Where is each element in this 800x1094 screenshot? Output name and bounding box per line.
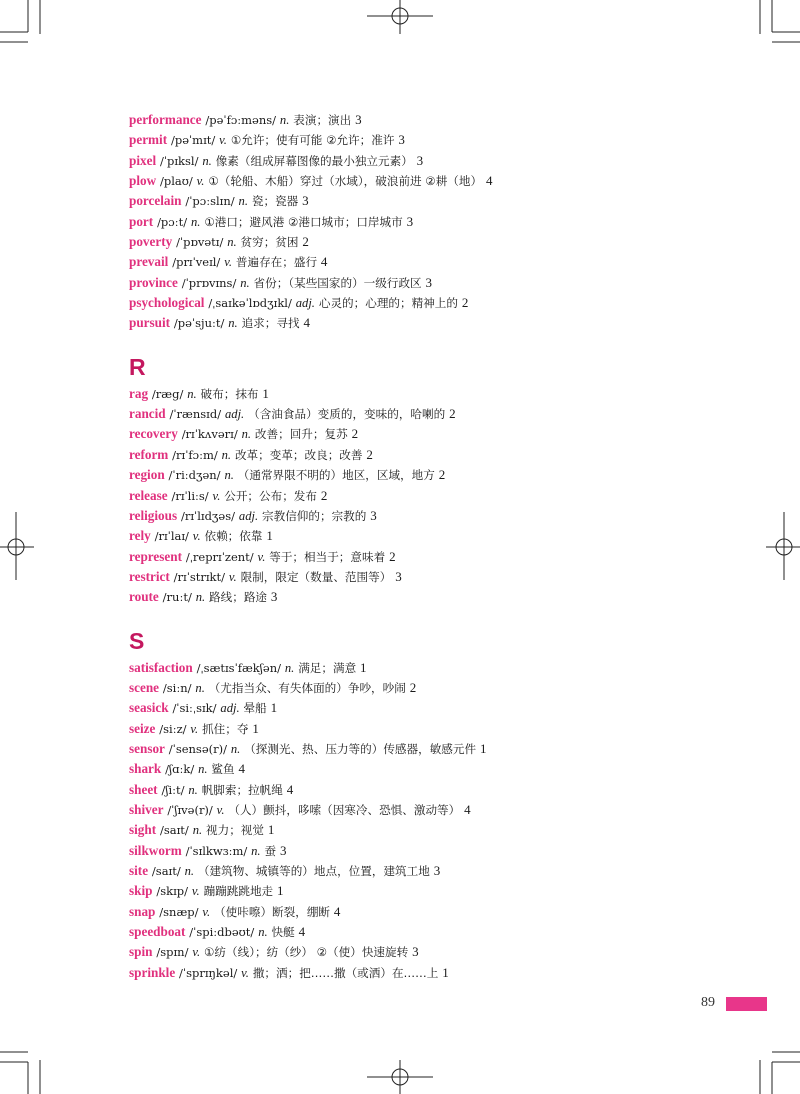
- unit-number: 2: [389, 548, 396, 564]
- phonetic: /ræg/: [151, 386, 184, 401]
- headword: porcelain: [129, 193, 182, 209]
- unit-number: 3: [406, 213, 414, 229]
- phonetic: /spɪn/: [156, 945, 189, 960]
- part-of-speech: v.: [202, 904, 211, 919]
- headword: port: [129, 213, 154, 229]
- phonetic: /ˈpɔːslɪn/: [185, 194, 235, 209]
- glossary-entry: [129, 963, 749, 983]
- glossary-entry: [129, 191, 749, 211]
- phonetic: /ˌreprɪˈzent/: [185, 549, 254, 564]
- phonetic: /ˈpɪksl/: [159, 153, 199, 168]
- headword: performance: [129, 112, 202, 127]
- glossary-entry: [129, 547, 749, 567]
- definition: 宗教信仰的；宗教的: [262, 508, 367, 523]
- glossary-entry: [129, 232, 749, 252]
- unit-number: 3: [355, 112, 362, 127]
- glossary-entry: [129, 800, 749, 820]
- part-of-speech: v.: [219, 133, 227, 148]
- unit-number: 1: [267, 822, 275, 838]
- glossary-entry: [129, 567, 749, 587]
- definition: 鲨鱼: [211, 762, 235, 777]
- definition: 像素（组成屏幕图像的最小独立元素）: [215, 153, 413, 168]
- definition: 心灵的；心理的；精神上的: [318, 296, 458, 311]
- phonetic: /pəˈsjuːt/: [173, 316, 225, 331]
- definition: 视力；视觉: [206, 823, 264, 838]
- phonetic: /rɪˈfɔːm/: [172, 447, 218, 462]
- definition: ①（轮船、木船）穿过（水域），破浪前进 ②耕（地）: [208, 174, 483, 189]
- part-of-speech: v.: [192, 945, 201, 960]
- unit-number: 2: [351, 426, 359, 442]
- definition: 依赖；依靠: [204, 529, 263, 544]
- headword: skip: [129, 883, 153, 899]
- part-of-speech: v.: [216, 802, 225, 817]
- glossary-entry: [129, 171, 749, 191]
- headword: plow: [129, 173, 157, 189]
- headword: psychological: [129, 295, 205, 311]
- headword: snap: [129, 903, 156, 919]
- part-of-speech: n.: [195, 590, 206, 605]
- part-of-speech: n.: [221, 447, 232, 462]
- phonetic: /rɪˈstrɪkt/: [173, 569, 226, 584]
- headword: shark: [129, 761, 162, 777]
- part-of-speech: v.: [257, 549, 266, 564]
- phonetic: /ˈsensə(r)/: [168, 741, 227, 756]
- part-of-speech: adj.: [224, 407, 245, 422]
- headword: poverty: [129, 234, 173, 250]
- glossary-entry: [129, 820, 749, 840]
- headword: permit: [129, 132, 168, 148]
- headword: province: [129, 274, 178, 290]
- phonetic: /plaʊ/: [160, 174, 193, 189]
- headword: route: [129, 589, 159, 605]
- part-of-speech: n.: [187, 386, 197, 401]
- definition: 改善；回升；复苏: [254, 427, 348, 442]
- definition: 蚕: [264, 843, 277, 858]
- part-of-speech: n.: [192, 823, 203, 838]
- glossary-entry: [129, 881, 749, 901]
- headword: silkworm: [129, 842, 182, 858]
- glossary-entry: [129, 526, 749, 546]
- part-of-speech: n.: [195, 680, 205, 695]
- headword: recovery: [129, 426, 178, 442]
- part-of-speech: n.: [191, 214, 201, 229]
- phonetic: /pəˈmɪt/: [170, 133, 216, 148]
- glossary-entry: [129, 678, 749, 698]
- part-of-speech: n.: [198, 762, 208, 777]
- unit-number: 3: [302, 193, 309, 209]
- glossary-entry: [129, 404, 749, 424]
- part-of-speech: adj.: [220, 701, 240, 716]
- unit-number: 4: [464, 801, 471, 817]
- phonetic: /saɪt/: [151, 864, 181, 878]
- phonetic: /ʃiːt/: [161, 782, 185, 797]
- definition: （通常界限不明的）地区，区域，地方: [237, 468, 435, 483]
- unit-number: 2: [438, 467, 446, 483]
- part-of-speech: v.: [196, 174, 205, 189]
- unit-number: 2: [320, 487, 328, 503]
- unit-number: 4: [298, 924, 306, 940]
- definition: （含油食品）变质的，变味的，哈喇的: [248, 407, 446, 422]
- phonetic: /rɪˈliːs/: [171, 488, 209, 503]
- headword: seasick: [129, 700, 169, 716]
- definition: 等于；相当于；意味着: [269, 549, 386, 564]
- phonetic: /ˈrænsɪd/: [169, 407, 222, 422]
- part-of-speech: n.: [188, 782, 198, 797]
- headword: rely: [129, 528, 151, 544]
- unit-number: 3: [370, 507, 377, 523]
- part-of-speech: v.: [228, 569, 237, 584]
- definition: ①允许；使有可能 ②允许；准许: [230, 133, 395, 148]
- glossary-entry: [129, 130, 749, 150]
- part-of-speech: n.: [240, 275, 250, 290]
- definition: ①纺（线）；纺（纱） ②（使）快速旋转: [204, 945, 409, 960]
- phonetic: /ˌsaɪkəˈlɒdʒɪkl/: [208, 296, 292, 311]
- headword: shiver: [129, 801, 164, 817]
- part-of-speech: n.: [284, 660, 295, 675]
- glossary-entry: [129, 506, 749, 526]
- phonetic: /ˈriːdʒən/: [168, 468, 221, 483]
- part-of-speech: v.: [190, 721, 199, 736]
- phonetic: /ˈspiːdbəʊt/: [189, 925, 255, 940]
- unit-number: 1: [277, 883, 284, 899]
- glossary-entry: [129, 841, 749, 861]
- part-of-speech: n.: [184, 864, 195, 878]
- glossary-entry: [129, 384, 749, 404]
- unit-number: 4: [333, 903, 341, 919]
- part-of-speech: v.: [212, 488, 221, 503]
- definition: 追求；寻找: [241, 316, 300, 331]
- unit-number: 3: [398, 132, 405, 148]
- unit-number: 1: [442, 964, 449, 980]
- definition: 改革；变革；改良；改善: [234, 447, 363, 462]
- headword: region: [129, 467, 165, 483]
- headword: speedboat: [129, 924, 186, 940]
- page-number: 89: [701, 995, 715, 1010]
- headword: pixel: [129, 152, 157, 168]
- unit-number: 2: [409, 679, 417, 695]
- headword: religious: [129, 507, 178, 523]
- unit-number: 2: [449, 406, 456, 422]
- part-of-speech: n.: [227, 235, 237, 250]
- unit-number: 3: [425, 274, 433, 290]
- unit-number: 3: [416, 152, 424, 168]
- phonetic: /ruːt/: [162, 590, 192, 605]
- unit-number: 4: [320, 254, 328, 270]
- unit-number: 4: [286, 781, 294, 797]
- unit-number: 1: [360, 659, 367, 675]
- unit-number: 4: [303, 315, 310, 331]
- definition: 撒；洒；把……撒（或洒）在……上: [252, 965, 439, 980]
- glossary-entry: [129, 698, 749, 718]
- unit-number: 3: [433, 863, 441, 878]
- phonetic: /pəˈfɔːməns/: [205, 113, 277, 127]
- definition: 省份；（某些国家的）一级行政区: [253, 275, 422, 290]
- headword: spin: [129, 944, 153, 960]
- phonetic: /ʃɑːk/: [165, 762, 195, 777]
- glossary-entry: [129, 293, 749, 313]
- headword: release: [129, 487, 168, 503]
- glossary-entry: [129, 151, 749, 171]
- part-of-speech: n.: [251, 843, 261, 858]
- glossary-entry: [129, 486, 749, 506]
- phonetic: /siːn/: [162, 680, 192, 695]
- unit-number: 3: [395, 568, 402, 584]
- part-of-speech: n.: [238, 194, 248, 209]
- phonetic: /ˌsætɪsˈfækʃən/: [196, 660, 281, 675]
- headword: restrict: [129, 568, 170, 584]
- page-accent-bar: [726, 997, 767, 1011]
- glossary-entry: [129, 212, 749, 232]
- headword: pursuit: [129, 315, 171, 331]
- definition: 蹦蹦跳跳地走: [203, 884, 274, 899]
- part-of-speech: v.: [191, 884, 200, 899]
- definition: 帆脚索；拉帆绳: [201, 782, 283, 797]
- unit-number: 3: [270, 589, 278, 605]
- glossary-entry: [129, 739, 749, 759]
- phonetic: /rɪˈlɪdʒəs/: [181, 508, 236, 523]
- unit-number: 1: [266, 528, 273, 544]
- part-of-speech: adj.: [238, 508, 259, 523]
- section-letter-heading: S: [129, 627, 145, 654]
- glossary-entry: [129, 942, 749, 962]
- phonetic: /rɪˈlaɪ/: [154, 529, 189, 544]
- definition: 晕船: [243, 701, 267, 716]
- definition: （探测光、热、压力等的）传感器，敏感元件: [244, 741, 477, 756]
- part-of-speech: n.: [230, 741, 241, 756]
- phonetic: /ˈʃɪvə(r)/: [167, 802, 213, 817]
- glossary-list: [129, 110, 749, 983]
- part-of-speech: n.: [224, 468, 234, 483]
- glossary-entry: [129, 780, 749, 800]
- glossary-entry: [129, 861, 749, 881]
- unit-number: 4: [238, 761, 245, 777]
- phonetic: /ˈsprɪŋkəl/: [179, 965, 238, 980]
- glossary-entry: [129, 902, 749, 922]
- headword: represent: [129, 548, 182, 564]
- definition: 瓷；瓷器: [251, 194, 299, 209]
- part-of-speech: n.: [241, 427, 252, 442]
- headword: sensor: [129, 740, 165, 756]
- headword: sprinkle: [129, 964, 176, 980]
- section-letter-heading: R: [129, 353, 146, 380]
- definition: 路线；路途: [209, 590, 268, 605]
- phonetic: /ˈsɪlkwɜːm/: [185, 843, 248, 858]
- definition: 满足；满意: [298, 660, 357, 675]
- unit-number: 2: [366, 446, 373, 462]
- definition: 贫穷；贫困: [240, 235, 299, 250]
- unit-number: 3: [279, 842, 287, 858]
- phonetic: /siːz/: [159, 721, 187, 736]
- glossary-entry: [129, 273, 749, 293]
- unit-number: 2: [302, 234, 309, 250]
- headword: rag: [129, 385, 149, 401]
- glossary-entry: [129, 313, 749, 333]
- part-of-speech: n.: [258, 925, 268, 940]
- unit-number: 3: [412, 944, 419, 960]
- definition: 快艇: [271, 925, 295, 940]
- glossary-entry: [129, 587, 749, 607]
- glossary-entry: [129, 110, 749, 130]
- unit-number: 1: [270, 700, 278, 716]
- definition: ①港口；避风港 ②港口城市；口岸城市: [204, 214, 403, 229]
- definition: 破布；抹布: [200, 386, 259, 401]
- headword: reform: [129, 446, 169, 462]
- unit-number: 2: [461, 295, 469, 311]
- phonetic: /prɪˈveɪl/: [172, 255, 221, 270]
- part-of-speech: v.: [224, 255, 232, 270]
- definition: （尤指当众、有失体面的）争吵，吵闹: [208, 680, 406, 695]
- definition: 普遍存在；盛行: [235, 255, 318, 270]
- glossary-entry: [129, 465, 749, 485]
- part-of-speech: adj.: [295, 296, 315, 311]
- definition: 公开；公布；发布: [224, 488, 317, 503]
- phonetic: /skɪp/: [156, 884, 189, 899]
- phonetic: /ˈsiːˌsɪk/: [172, 701, 217, 716]
- part-of-speech: n.: [202, 153, 212, 168]
- headword: satisfaction: [129, 659, 193, 675]
- headword: rancid: [129, 406, 166, 422]
- phonetic: /rɪˈkʌvərɪ/: [181, 427, 238, 442]
- headword: prevail: [129, 254, 169, 270]
- phonetic: /saɪt/: [160, 823, 189, 838]
- headword: sheet: [129, 781, 158, 797]
- definition: （使咔嚓）断裂，绷断: [214, 904, 331, 919]
- glossary-entry: [129, 658, 749, 678]
- part-of-speech: v.: [241, 965, 249, 980]
- part-of-speech: v.: [192, 529, 201, 544]
- unit-number: 1: [262, 385, 269, 401]
- glossary-entry: [129, 719, 749, 739]
- definition: （建筑物、城镇等的）地点，位置，建筑工地: [197, 864, 430, 878]
- phonetic: /ˈprɒvɪns/: [181, 275, 237, 290]
- headword: site: [129, 863, 149, 878]
- headword: sight: [129, 822, 157, 838]
- headword: scene: [129, 679, 160, 695]
- headword: seize: [129, 720, 156, 736]
- definition: 表演；演出: [293, 113, 352, 127]
- unit-number: 1: [252, 720, 259, 736]
- definition: 限制，限定（数量、范围等）: [240, 569, 392, 584]
- phonetic: /snæp/: [159, 904, 199, 919]
- definition: 抓住；夺: [202, 721, 249, 736]
- unit-number: 1: [479, 740, 487, 756]
- glossary-entry: [129, 922, 749, 942]
- part-of-speech: n.: [228, 316, 238, 331]
- glossary-entry: [129, 445, 749, 465]
- phonetic: /pɔːt/: [157, 214, 188, 229]
- part-of-speech: n.: [279, 113, 290, 127]
- glossary-entry: [129, 424, 749, 444]
- glossary-entry: [129, 759, 749, 779]
- definition: （人）颤抖，哆嗦（因寒冷、恐惧、激动等）: [228, 802, 461, 817]
- phonetic: /ˈpɒvətɪ/: [176, 235, 224, 250]
- glossary-entry: [129, 252, 749, 272]
- unit-number: 4: [485, 173, 493, 189]
